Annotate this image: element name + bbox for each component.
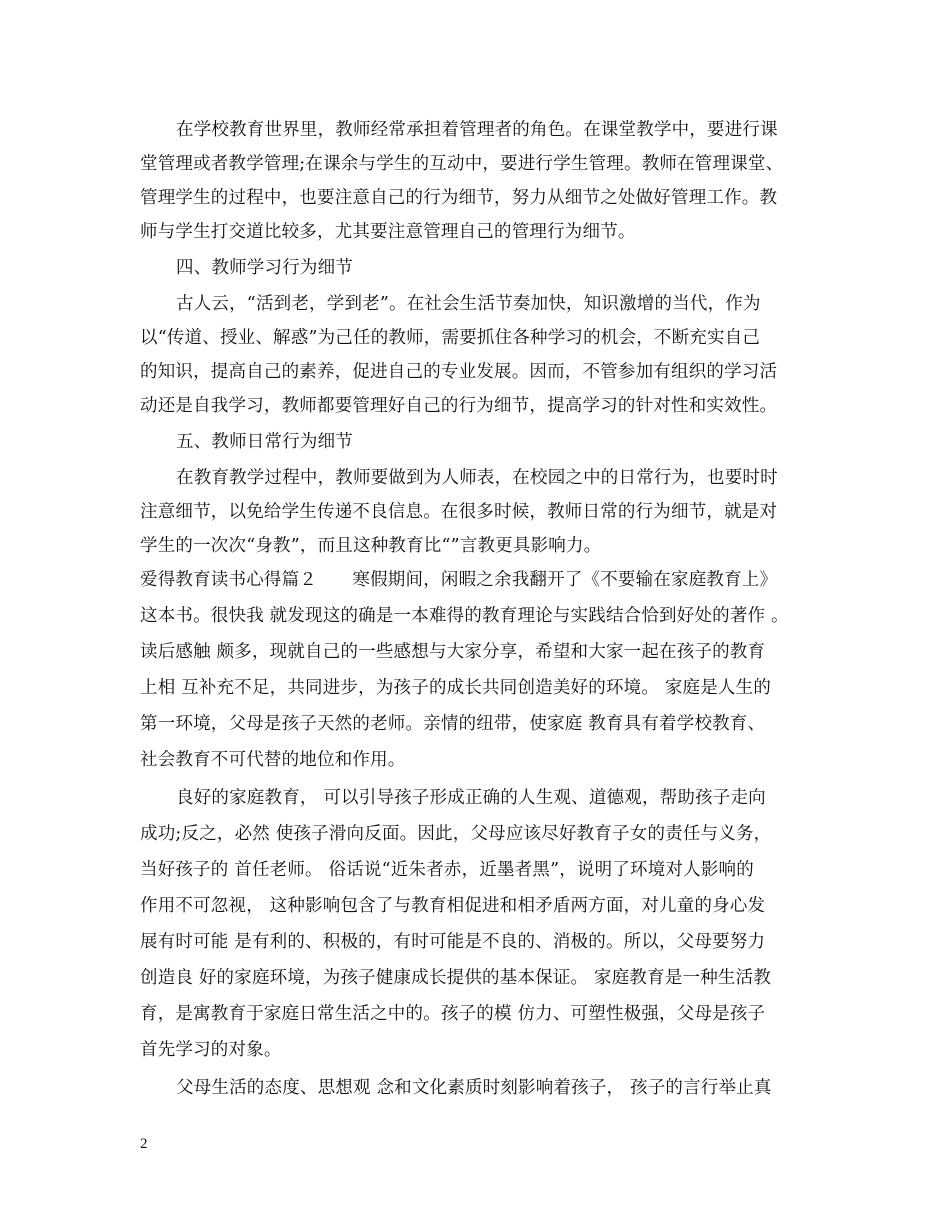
- paragraph-line: 展有时可能 是有利的、积极的，有时可能是不良的、消极的。所以，父母要努力: [140, 932, 766, 952]
- paragraph-line: 管理学生的过程中，也要注意自己的行为细节，努力从细节之处做好管理工作。教: [140, 188, 778, 208]
- paragraph-line: 父母生活的态度、思想观 念和文化素质时刻影响着孩子， 孩子的言行举止真: [176, 1078, 772, 1098]
- paragraph-line: 的知识，提高自己的素养，促进自己的专业发展。因而，不管参加有组织的学习活: [140, 362, 778, 382]
- paragraph-line: 动还是自我学习，教师都要管理好自己的行为细节，提高学习的针对性和实效性。: [140, 396, 778, 416]
- paragraph-line: 在学校教育世界里，教师经常承担着管理者的角色。在课堂教学中，要进行课: [176, 120, 778, 140]
- paragraph-line: 在教育教学过程中，教师要做到为人师表，在校园之中的日常行为，也要时时: [176, 468, 778, 488]
- page-number: 2: [140, 1136, 148, 1152]
- paragraph-line: 注意细节，以免给学生传递不良信息。在很多时候，教师日常的行为细节，就是对: [140, 502, 778, 522]
- paragraph-line: 作用不可忽视， 这种影响包含了与教育相促进和相矛盾两方面，对儿童的身心发: [140, 896, 766, 916]
- paragraph-line: 育，是寓教育于家庭日常生活之中的。孩子的模 仿力、可塑性极强，父母是孩子: [140, 1004, 766, 1024]
- paragraph-line: 爱得教育读书心得篇２ 寒假期间，闲暇之余我翻开了《不要输在家庭教育上》: [140, 570, 778, 590]
- paragraph-line: 以“传道、授业、解惑”为己任的教师，需要抓住各种学习的机会，不断充实自己: [140, 328, 761, 348]
- paragraph-line: 师与学生打交道比较多，尤其要注意管理自己的管理行为细节。: [140, 222, 636, 242]
- paragraph-line: 成功;反之，必然 使孩子滑向反面。因此，父母应该尽好教育子女的责任与义务，: [140, 824, 772, 844]
- paragraph-line: 上相 互补充不足，共同进步，为孩子的成长共同创造美好的环境。 家庭是人生的: [140, 678, 772, 698]
- paragraph-line: 古人云，“活到老，学到老”。在社会生活节奏加快，知识激增的当代，作为: [176, 294, 761, 314]
- paragraph-line: 堂管理或者教学管理;在课余与学生的互动中，要进行学生管理。教师在管理课堂、: [140, 154, 784, 174]
- paragraph-line: 读后感触 颇多，现就自己的一些感想与大家分享，希望和大家一起在孩子的教育: [140, 642, 766, 662]
- paragraph-line: 学生的一次次“身教”，而且这种教育比“”言教更具影响力。: [140, 536, 602, 556]
- paragraph-line: 当好孩子的 首任老师。 俗话说“近朱者赤，近墨者黑”，说明了环境对人影响的: [140, 860, 754, 880]
- paragraph-line: 第一环境，父母是孩子天然的老师。亲情的纽带，使家庭 教育具有着学校教育、: [140, 714, 766, 734]
- paragraph-line: 良好的家庭教育， 可以引导孩子形成正确的人生观、道德观，帮助孩子走向: [176, 788, 766, 808]
- paragraph-line: 创造良 好的家庭环境，为孩子健康成长提供的基本保证。 家庭教育是一种生活教: [140, 968, 772, 988]
- paragraph-line: 社会教育不可代替的地位和作用。: [140, 750, 406, 770]
- paragraph-line: 首先学习的对象。: [140, 1040, 282, 1060]
- paragraph-line: 这本书。很快我 就发现这的确是一本难得的教育理论与实践结合恰到好处的著作 。: [140, 606, 789, 626]
- section-heading: 五、教师日常行为细节: [176, 432, 353, 452]
- section-heading: 四、教师学习行为细节: [176, 258, 353, 278]
